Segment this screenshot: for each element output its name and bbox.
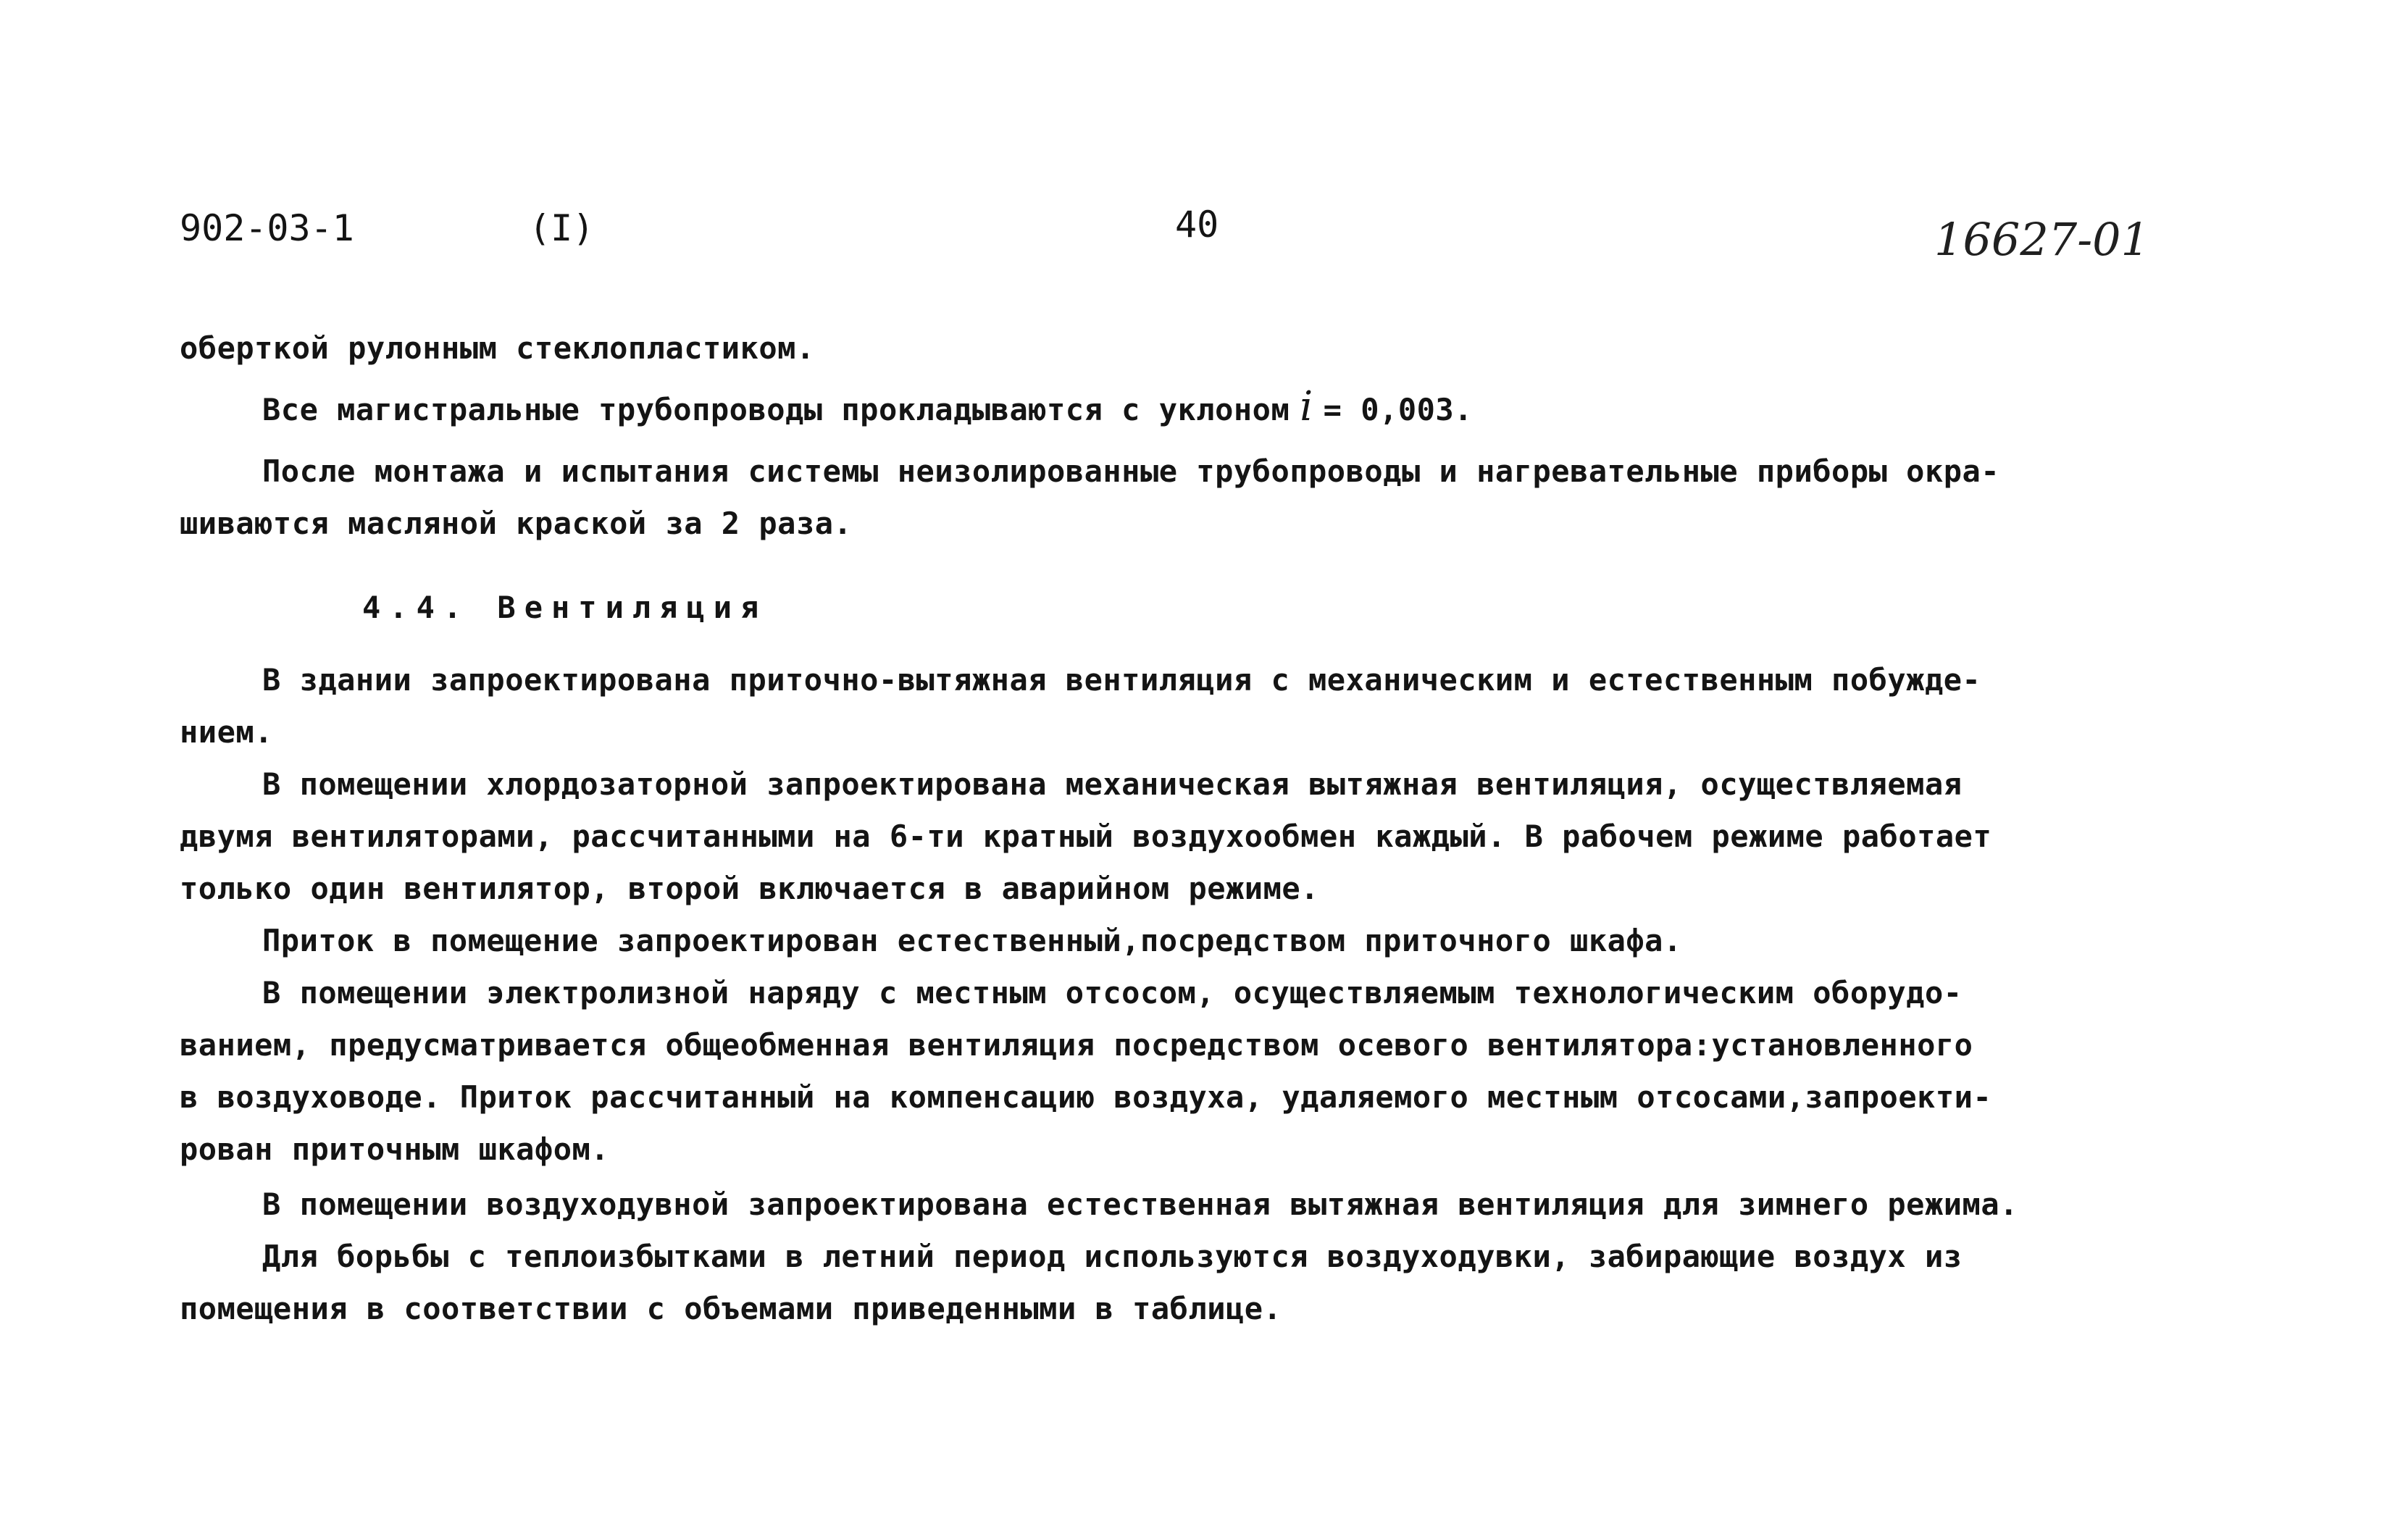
inventory-number: 16627-01 <box>1934 213 2150 266</box>
text-line: ванием, предусматривается общеобменная вентиляция посредством осевого вентилятора:установленного <box>180 1027 1973 1063</box>
text-line: шиваются масляной краской за 2 раза. <box>180 506 853 541</box>
text-line: В помещении воздуходувной запроектирована естественная вытяжная вентиляция для зимнего режима. <box>262 1187 2018 1222</box>
text-line: двумя вентиляторами, рассчитанными на 6-ти кратный воздухообмен каждый. В рабочем режиме работает <box>180 819 1992 854</box>
text-line-slope <box>262 383 1473 430</box>
document-code: 902-03-1 <box>180 207 354 249</box>
slope-symbol: i <box>1300 383 1313 430</box>
page-number: 40 <box>1175 204 1219 246</box>
volume-number: (I) <box>529 207 595 249</box>
text-line: в воздуховоде. Приток рассчитанный на компенсацию воздуха, удаляемого местным отсосами,запроекти- <box>180 1079 1992 1115</box>
text-line: В помещении хлордозаторной запроектирована механическая вытяжная вентиляция, осуществляемая <box>262 766 1963 802</box>
text-line: В помещении электролизной наряду с местным отсосом, осуществляемым технологическим оборудо- <box>262 975 1963 1010</box>
text-line: нием. <box>180 714 273 750</box>
text-line: помещения в соответствии с объемами приведенными в таблице. <box>180 1291 1282 1326</box>
text-line: рован приточным шкафом. <box>180 1131 610 1167</box>
section-heading: 4.4. Вентиляция <box>362 590 768 625</box>
text-line: только один вентилятор, второй включается в аварийном режиме. <box>180 871 1319 906</box>
text-line: В здании запроектирована приточно-вытяжная вентиляция с механическим и естественным побужде- <box>262 662 1981 698</box>
text-line: Для борьбы с теплоизбытками в летний период используются воздуходувки, забирающие воздух из <box>262 1239 1963 1274</box>
text-line: Приток в помещение запроектирован естественный,посредством приточного шкафа. <box>262 923 1682 958</box>
text-line: После монтажа и испытания системы неизолированные трубопроводы и нагревательные приборы окра- <box>262 453 2000 489</box>
text-fragment: Все магистральные трубопроводы прокладываются с уклоном <box>262 392 1290 427</box>
text-line: оберткой рулонным стеклопластиком. <box>180 330 815 366</box>
text-fragment: = 0,003. <box>1323 392 1473 427</box>
